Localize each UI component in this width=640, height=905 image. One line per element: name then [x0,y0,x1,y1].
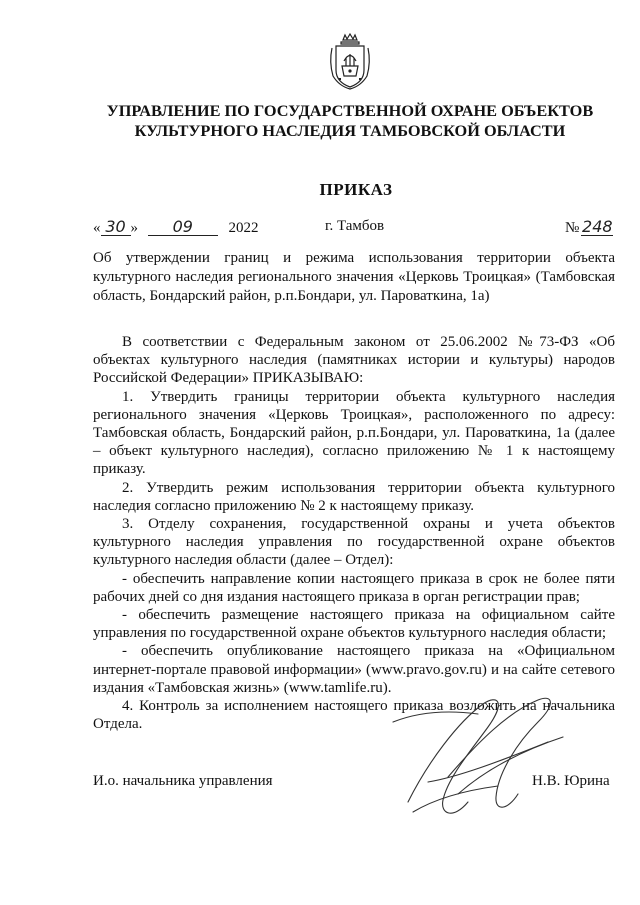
document-title: ПРИКАЗ [319,180,393,199]
order-item-3: 3. Отделу сохранения, государственной охраны и учета объектов культурного наследия управления по государственной охране объектов культурного наследия области (далее – Отдел): [93,516,615,569]
order-number-value: 248 [582,217,613,236]
date-year: 2022 [228,220,259,236]
coat-of-arms-emblem [327,32,373,90]
order-subject: Об утверждении границ и режима использования территории объекта культурного наследия регионального значения «Церковь Троицкая» (Тамбовская область, Бондарский район, р.п.Бондари, ул. Пароваткина, 1а) [93,250,615,304]
organization-name [60,101,640,141]
order-item-4: 4. Контроль за исполнением настоящего приказа возложить на начальника Отдела. [93,698,615,733]
date-month: 09 [148,218,218,236]
handwritten-signature [388,682,578,827]
order-item-3-sub-a: - обеспечить направление копии настоящего приказа в срок не более пяти рабочих дней со дня издания настоящего приказа в орган регистрации прав; [93,570,615,605]
preamble-paragraph: В соответствии с Федеральным законом от 25.06.2002 №73-ФЗ «Об объектах культурного наследия (памятниках истории и культуры) народов Российской Федерации» ПРИКАЗЫВАЮ: [93,334,615,387]
order-item-1: 1. Утвердить границы территории объекта культурного наследия регионального значения «Церковь Троицкая», расположенного по адресу: Тамбовская область, Бондарский район, р.п.Бондари, ул. Пароваткина, 1а (далее – объект культурного наследия), согласно приложению № 1 к настоящему приказу. [93,388,615,478]
date-day: 30 [101,218,131,236]
organization-name-line-1: УПРАВЛЕНИЕ ПО ГОСУДАРСТВЕННОЙ ОХРАНЕ ОБЪЕКТОВ [106,101,594,120]
signatory-name: Н.В. Юрина [532,773,610,789]
order-number [565,218,613,240]
order-item-3-sub-b: - обеспечить размещение настоящего приказа на официальном сайте управления по государственной охране объектов культурного наследия области; [93,607,615,642]
order-body [93,333,615,733]
order-item-3-sub-c: - обеспечить опубликование настоящего приказа на «Официальном интернет-портале правовой информации» (www.pravo.gov.ru) и на сайте сетевого издания «Тамбовская жизнь» (www.tamlife.ru). [93,643,615,696]
number-sign: № [565,220,580,236]
order-date [93,218,259,240]
date-quote-close: » [130,220,138,236]
order-city: г. Тамбов [325,218,385,234]
signatory-position: И.о. начальника управления [93,773,273,789]
date-quote-open: « [93,220,101,236]
organization-name-line-2: КУЛЬТУРНОГО НАСЛЕДИЯ ТАМБОВСКОЙ ОБЛАСТИ [134,121,566,140]
order-item-2: 2. Утвердить режим использования территории объекта культурного наследия согласно приложению № 2 к настоящему приказу. [93,479,615,514]
